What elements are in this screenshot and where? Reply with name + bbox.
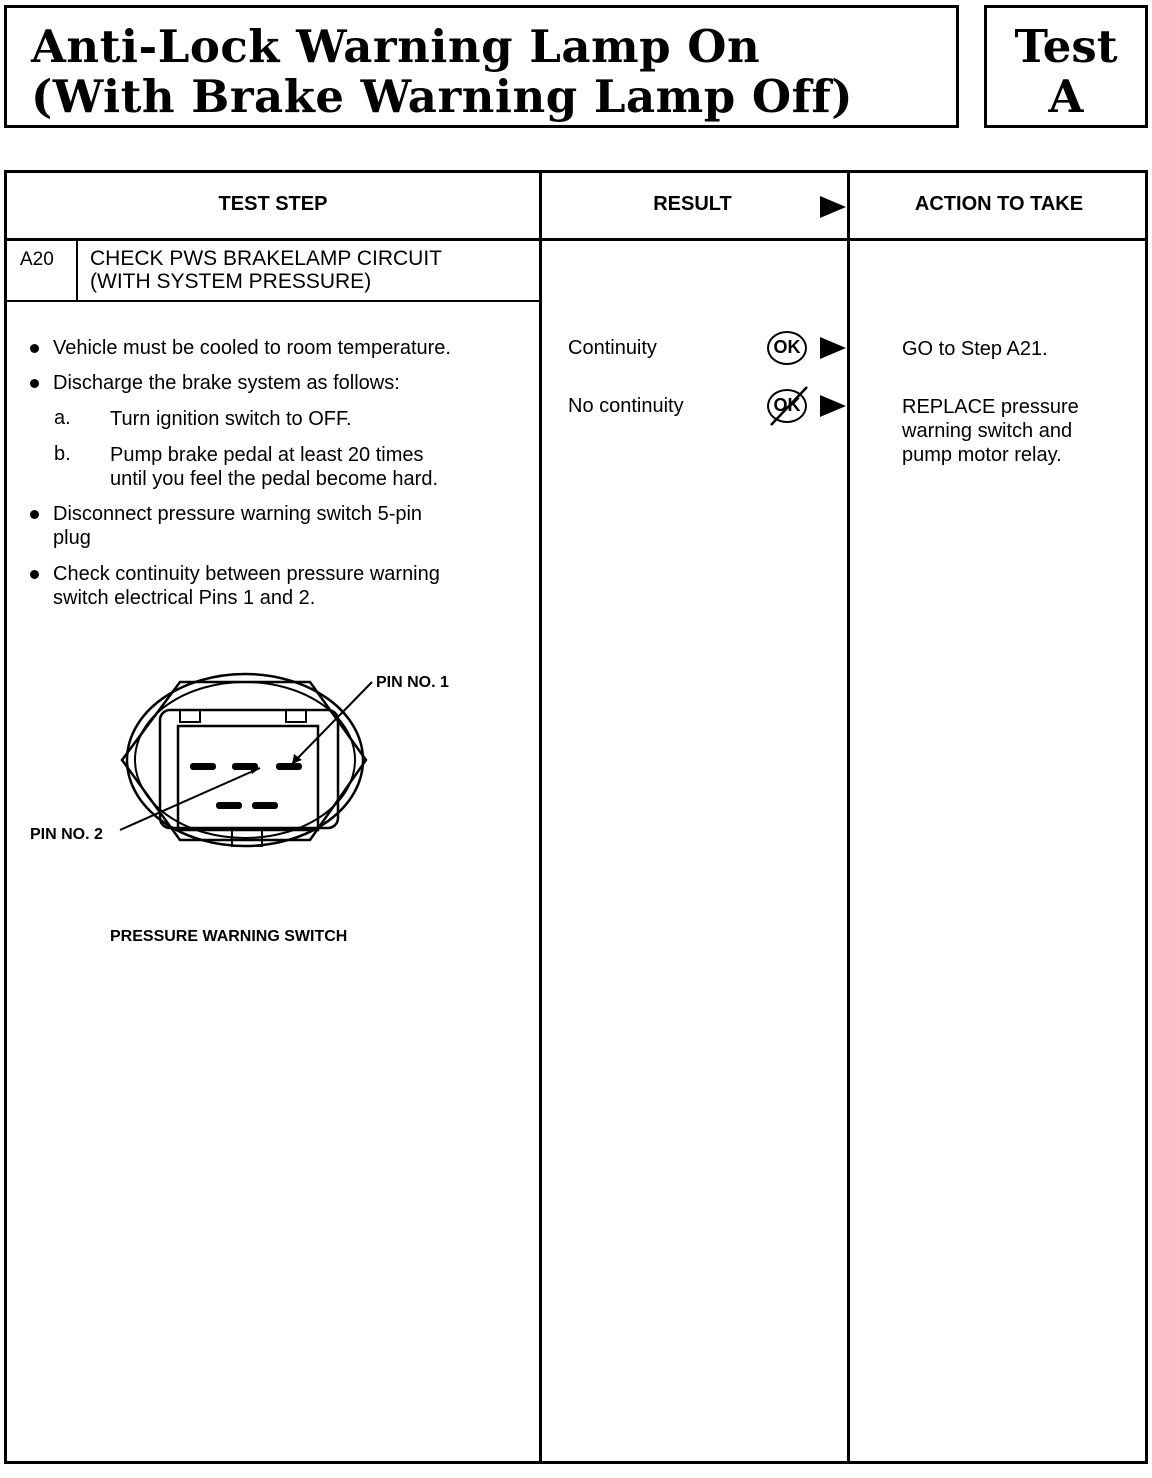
instruction-3-line-1: Disconnect pressure warning switch 5-pin <box>53 503 423 525</box>
instruction-2: Discharge the brake system as follows: <box>53 372 400 394</box>
sub-step-b-label: b. <box>54 443 71 465</box>
instruction-3 <box>53 502 422 550</box>
bullet-icon <box>30 510 39 519</box>
sub-step-b-text <box>110 443 438 491</box>
sub-step-a-text: Turn ignition switch to OFF. <box>110 408 352 430</box>
bullet-icon <box>30 570 39 579</box>
sub-step-b-line-1: Pump brake pedal at least 20 times <box>110 444 424 466</box>
arrow-right-icon <box>820 337 846 359</box>
column-header-action: ACTION TO TAKE <box>914 193 1084 215</box>
pin-2-label: PIN NO. 2 <box>30 826 103 843</box>
instruction-4-line-1: Check continuity between pressure warning <box>53 563 440 585</box>
header-divider <box>4 238 1148 241</box>
instruction-3-line-2: plug <box>53 527 91 549</box>
instruction-4-line-2: switch electrical Pins 1 and 2. <box>53 587 316 609</box>
action-no-continuity <box>902 395 1122 467</box>
step-number-divider <box>76 240 78 302</box>
bullet-icon <box>30 379 39 388</box>
ok-badge: OK <box>767 331 807 365</box>
test-id-box <box>984 5 1148 128</box>
pin-1-label: PIN NO. 1 <box>376 674 449 691</box>
title-box <box>4 5 959 128</box>
column-header-result: RESULT <box>653 193 732 215</box>
column-divider-2 <box>847 170 850 1464</box>
bullet-icon <box>30 344 39 353</box>
sub-step-a-label: a. <box>54 407 71 429</box>
pressure-warning-switch-diagram <box>20 660 500 965</box>
test-label: Test <box>1014 20 1118 73</box>
strike-through-icon <box>767 383 811 429</box>
header-arrow-icon <box>820 196 846 218</box>
not-ok-badge-text: OK <box>773 395 801 415</box>
step-title-line-1: CHECK PWS BRAKELAMP CIRCUIT <box>90 247 443 270</box>
action-line-2: warning switch and <box>902 420 1073 442</box>
action-line-3: pump motor relay. <box>902 444 1062 466</box>
test-letter: A <box>1048 70 1084 123</box>
instruction-1: Vehicle must be cooled to room temperature. <box>53 337 451 359</box>
page-title <box>31 22 853 122</box>
step-title-divider <box>4 300 541 302</box>
result-no-continuity: No continuity <box>568 395 684 417</box>
column-divider-1 <box>539 170 542 1464</box>
step-number: A20 <box>20 249 54 270</box>
action-line-1: REPLACE pressure <box>902 396 1079 418</box>
not-ok-badge <box>767 389 807 423</box>
column-header-test-step: TEST STEP <box>218 193 328 215</box>
pressure-switch-icon <box>20 660 500 960</box>
title-line-1: Anti-Lock Warning Lamp On <box>31 20 761 73</box>
step-title <box>90 247 530 293</box>
action-continuity: GO to Step A21. <box>902 338 1048 360</box>
sub-step-b-line-2: until you feel the pedal become hard. <box>110 468 438 490</box>
result-continuity: Continuity <box>568 337 657 359</box>
diagram-caption: PRESSURE WARNING SWITCH <box>110 928 348 945</box>
step-title-line-2: (WITH SYSTEM PRESSURE) <box>90 270 372 293</box>
title-line-2: (With Brake Warning Lamp Off) <box>31 70 854 123</box>
instruction-4 <box>53 562 440 610</box>
arrow-right-icon <box>820 395 846 417</box>
